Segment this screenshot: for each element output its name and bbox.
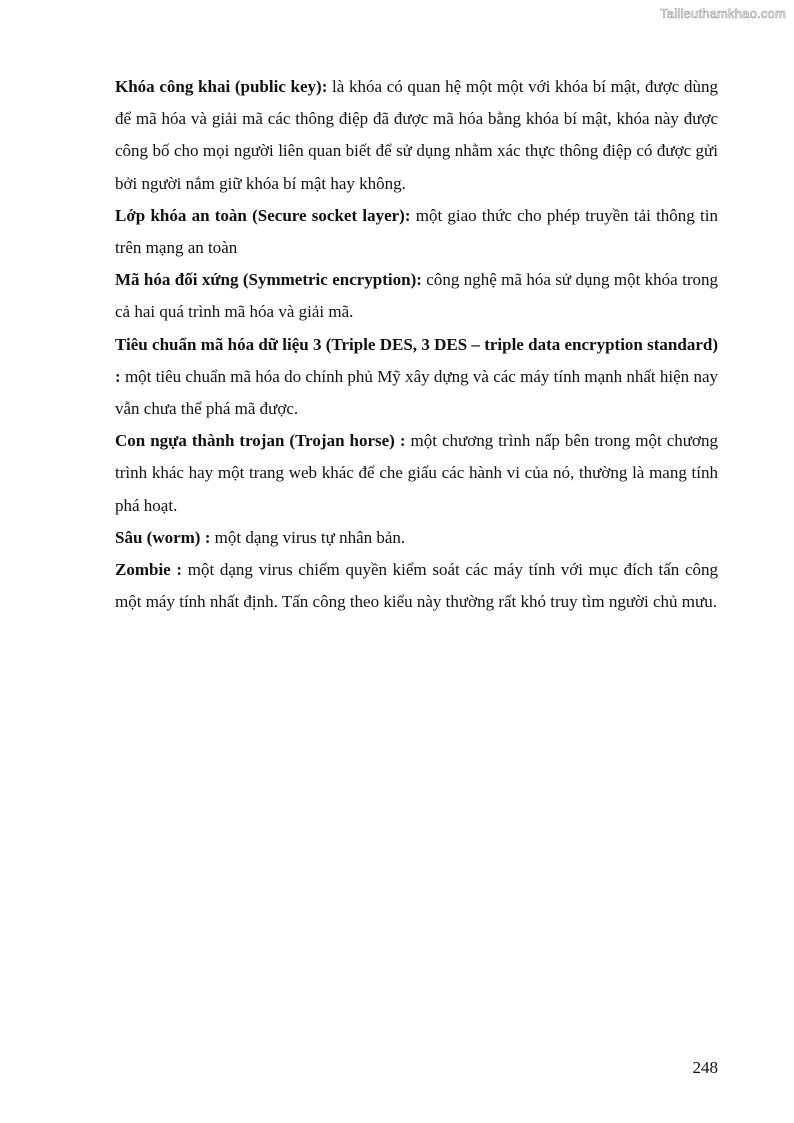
- glossary-term: Lớp khóa an toàn (Secure socket layer):: [115, 205, 411, 225]
- glossary-entry-trojan-horse: [115, 425, 718, 522]
- glossary-term: Con ngựa thành trojan (Trojan horse) :: [115, 431, 406, 451]
- glossary-entry-public-key: [115, 71, 718, 200]
- glossary-entry-zombie: [115, 554, 718, 618]
- glossary-entry-symmetric-encryption: [115, 264, 718, 328]
- glossary-term: Sâu (worm) :: [115, 527, 211, 547]
- glossary-definition: một giao thức cho phép truyền tải thông tin trên mạng an toàn: [115, 205, 718, 258]
- glossary-entry-worm: [115, 522, 718, 554]
- page-number: 248: [692, 1058, 718, 1077]
- glossary-term: Mã hóa đối xứng (Symmetric encryption):: [115, 270, 422, 290]
- glossary-definition: một dạng virus tự nhân bản.: [210, 527, 406, 547]
- glossary-definition: một dạng virus chiếm quyền kiểm soát các máy tính với mục đích tấn công một máy tính nhất định. Tấn công theo kiểu này thường rất khó truy tìm người chủ mưu.: [115, 560, 718, 612]
- glossary-term: Zombie :: [115, 560, 183, 580]
- glossary-definition: là khóa có quan hệ một một với khóa bí mật, được dùng để mã hóa và giải mã các thông điệp đã được mã hóa bằng khóa bí mật, khóa này được công bố cho mọi người liên quan biết để sử dụng nhằm xác thực thông điệp có được gửi bởi người nắm giữ khóa bí mật hay không.: [115, 77, 718, 193]
- glossary-term: Tiêu chuẩn mã hóa dữ liệu 3 (Triple DES, 3 DES – triple data encryption standard) :: [115, 334, 718, 386]
- watermark-text: Tailieuthamkhao.com: [660, 6, 786, 21]
- glossary-content: [115, 71, 718, 618]
- glossary-definition: công nghệ mã hóa sử dụng một khóa trong cả hai quá trình mã hóa và giải mã.: [115, 270, 718, 322]
- glossary-entry-triple-des: [115, 329, 718, 426]
- glossary-definition: một chương trình nấp bên trong một chương trình khác hay một trang web khác để che giấu các hành vi của nó, thường là mang tính phá hoạt.: [115, 431, 718, 515]
- glossary-entry-secure-socket-layer: [115, 200, 718, 264]
- glossary-definition: một tiêu chuẩn mã hóa do chính phủ Mỹ xây dựng và các máy tính mạnh nhất hiện nay vẫn chưa thể phá mã được.: [115, 366, 718, 419]
- glossary-term: Khóa công khai (public key):: [115, 77, 328, 96]
